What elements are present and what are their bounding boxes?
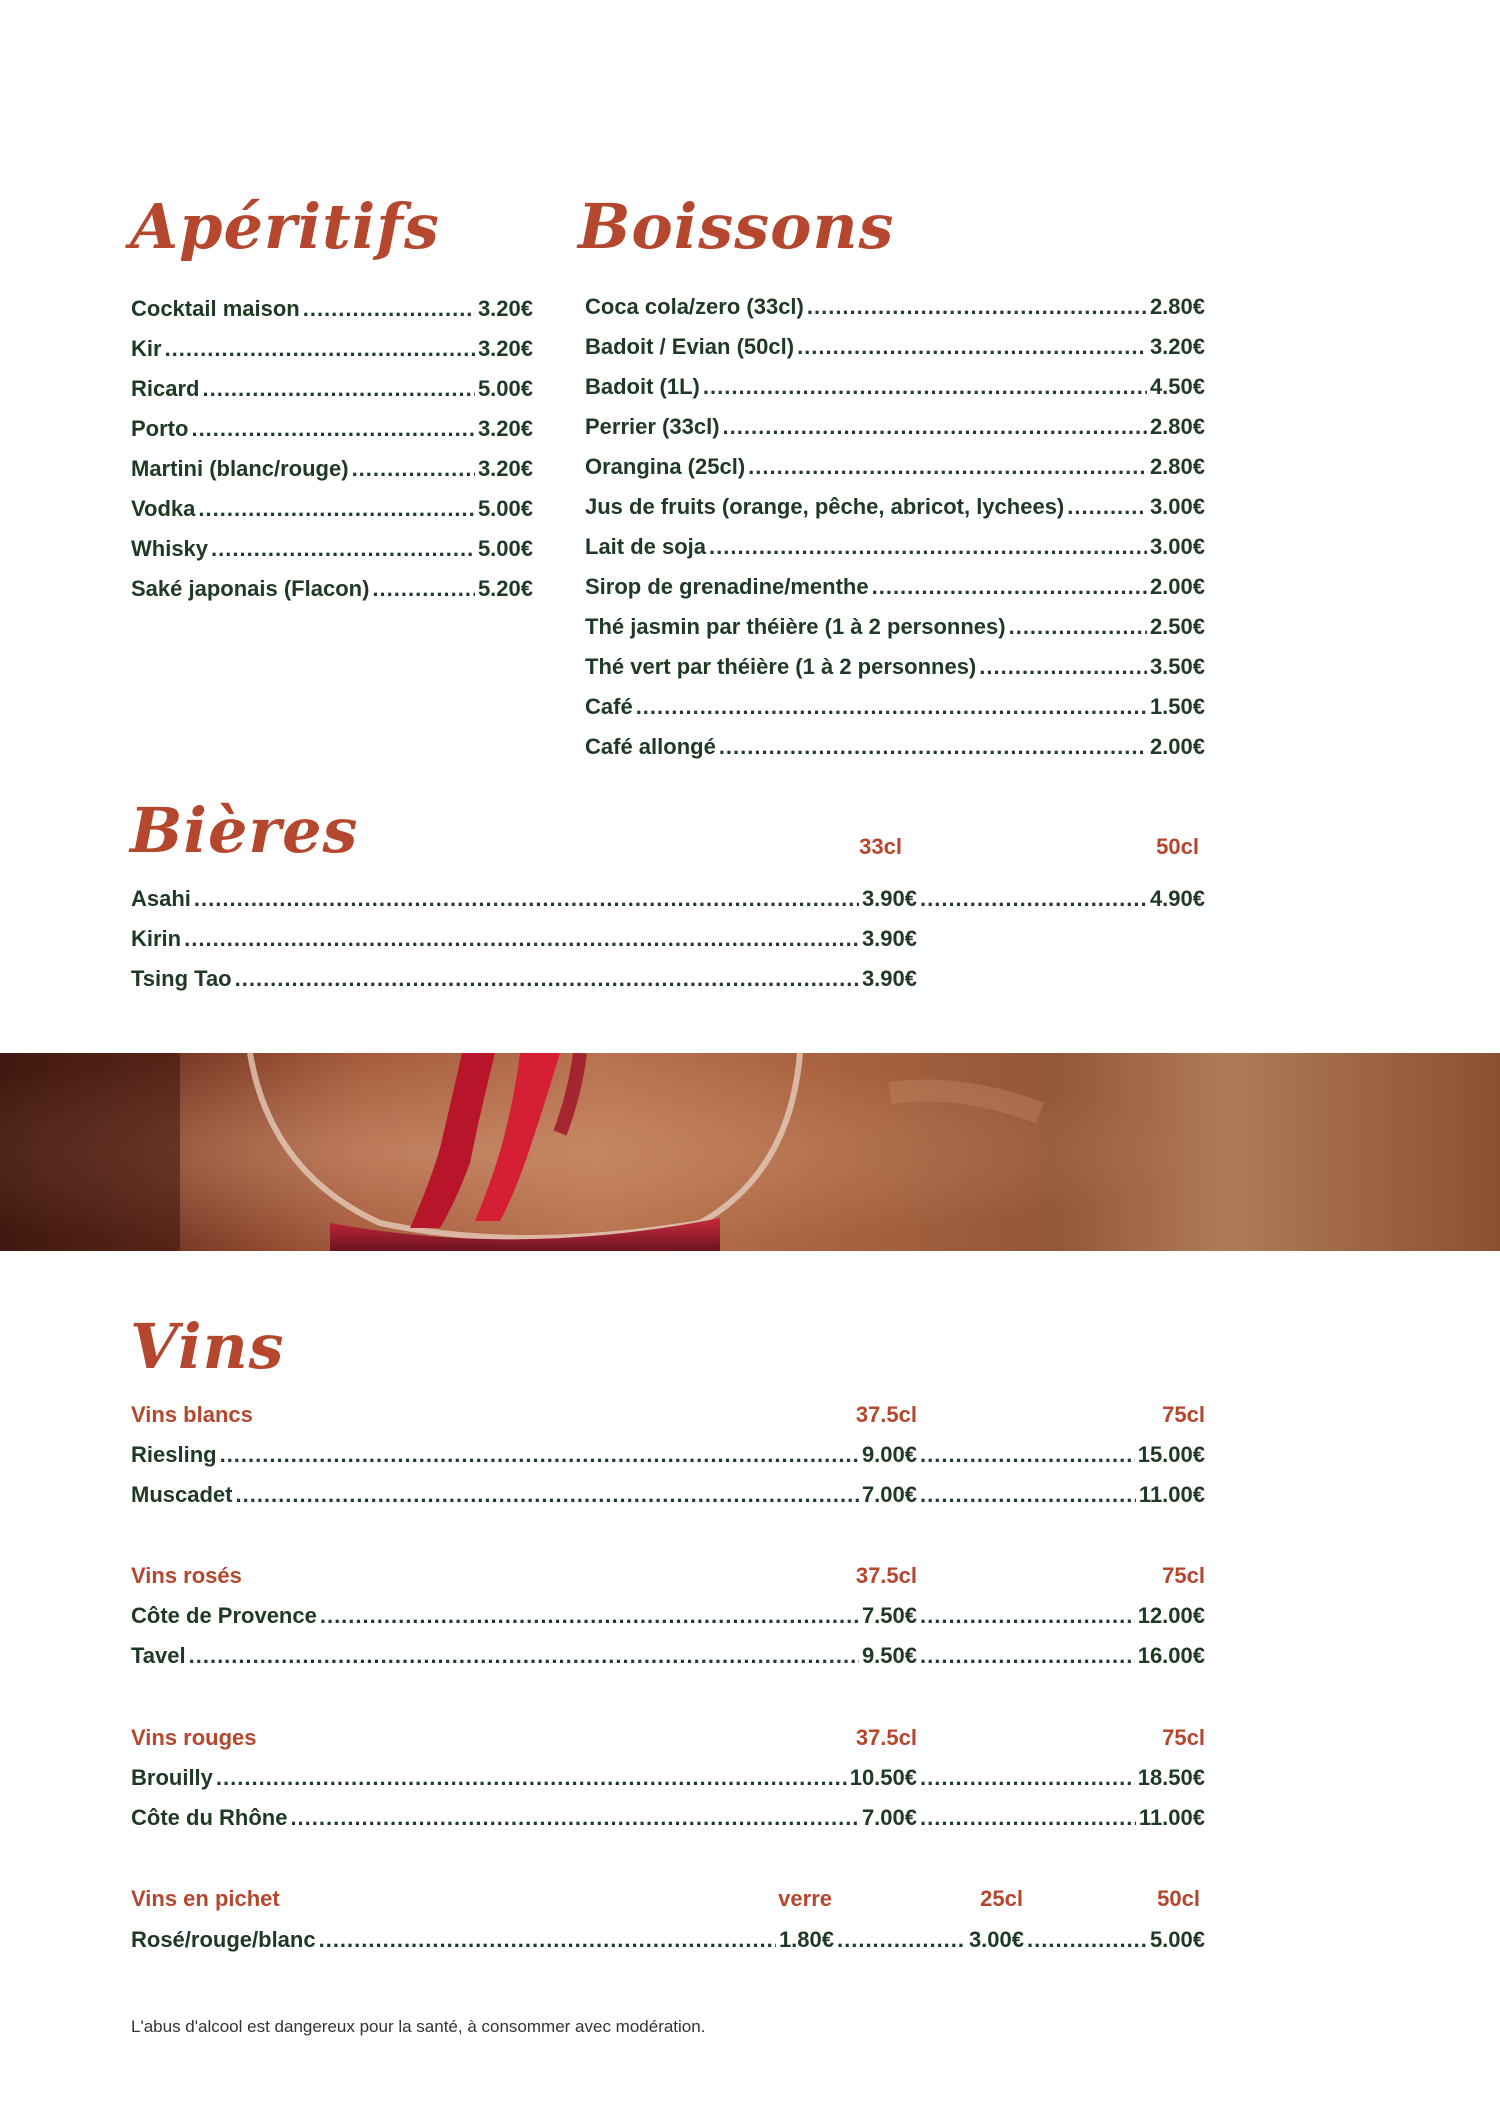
boisson-row bbox=[585, 373, 1205, 401]
boisson-row bbox=[585, 653, 1205, 681]
biere-row bbox=[131, 925, 917, 953]
item-name: Badoit / Evian (50cl) bbox=[585, 334, 795, 359]
item-name: Côte de Provence bbox=[131, 1603, 317, 1628]
item-name: Coca cola/zero (33cl) bbox=[585, 294, 804, 319]
item-price: 3.20€ bbox=[477, 296, 533, 321]
item-price: 4.50€ bbox=[1149, 374, 1205, 399]
boisson-row bbox=[585, 413, 1205, 441]
vin-row bbox=[131, 1764, 917, 1792]
item-name: Perrier (33cl) bbox=[585, 414, 720, 439]
item-price-37cl: 7.50€ bbox=[861, 1603, 917, 1628]
item-price: 3.00€ bbox=[1149, 494, 1205, 519]
vins-blancs-col2: 75cl bbox=[1162, 1402, 1205, 1427]
item-price-25cl: 3.00€ bbox=[968, 1927, 1024, 1952]
boisson-row bbox=[585, 573, 1205, 601]
boisson-row bbox=[585, 453, 1205, 481]
vins-rouges-col1: 37.5cl bbox=[855, 1725, 917, 1750]
bieres-title: Bières bbox=[130, 794, 359, 867]
item-price: 3.20€ bbox=[1149, 334, 1205, 359]
vin-row bbox=[131, 1602, 917, 1630]
item-price-50cl: 4.90€ bbox=[1149, 886, 1205, 911]
vins-rouges-header: Vins rouges bbox=[131, 1725, 257, 1750]
vins-pichet-col1: verre bbox=[778, 1886, 832, 1911]
item-price-37cl: 9.50€ bbox=[861, 1643, 917, 1668]
vin-row bbox=[131, 1441, 917, 1469]
alcohol-warning: L'abus d'alcool est dangereux pour la santé, à consommer avec modération. bbox=[131, 2017, 706, 2036]
aperitif-row bbox=[131, 535, 533, 563]
vin-row-75cl bbox=[917, 1602, 1205, 1630]
item-price: 3.00€ bbox=[1149, 534, 1205, 559]
item-price: 2.00€ bbox=[1149, 574, 1205, 599]
item-price: 2.80€ bbox=[1149, 294, 1205, 319]
boisson-row bbox=[585, 693, 1205, 721]
item-price: 5.00€ bbox=[477, 496, 533, 521]
biere-row-50cl bbox=[917, 885, 1205, 913]
aperitifs-title: Apéritifs bbox=[130, 190, 440, 263]
item-name: Ricard bbox=[131, 376, 200, 401]
item-name: Rosé/rouge/blanc bbox=[131, 1927, 316, 1952]
item-price-75cl: 15.00€ bbox=[1137, 1442, 1205, 1467]
boisson-row bbox=[585, 493, 1205, 521]
aperitif-row bbox=[131, 375, 533, 403]
item-name: Sirop de grenadine/menthe bbox=[585, 574, 869, 599]
boisson-row bbox=[585, 613, 1205, 641]
aperitif-row bbox=[131, 455, 533, 483]
wine-pour-photo bbox=[0, 1053, 1500, 1251]
item-price: 1.50€ bbox=[1149, 694, 1205, 719]
item-name: Tavel bbox=[131, 1643, 186, 1668]
vins-roses-col1: 37.5cl bbox=[855, 1563, 917, 1588]
item-price-75cl: 12.00€ bbox=[1137, 1603, 1205, 1628]
item-name: Cocktail maison bbox=[131, 296, 300, 321]
bieres-col1-header: 33cl bbox=[859, 834, 902, 859]
item-price-33cl: 3.90€ bbox=[861, 886, 917, 911]
item-name: Vodka bbox=[131, 496, 196, 521]
boisson-row bbox=[585, 733, 1205, 761]
biere-row bbox=[131, 965, 917, 993]
item-name: Badoit (1L) bbox=[585, 374, 700, 399]
vin-row-75cl bbox=[917, 1804, 1205, 1832]
vin-row bbox=[131, 1481, 917, 1509]
boisson-row bbox=[585, 333, 1205, 361]
vins-pichet-col2: 25cl bbox=[980, 1886, 1023, 1911]
wine-glass-illustration bbox=[0, 1053, 1500, 1251]
vins-blancs-header: Vins blancs bbox=[131, 1402, 253, 1427]
item-price: 2.80€ bbox=[1149, 414, 1205, 439]
item-price-37cl: 7.00€ bbox=[861, 1805, 917, 1830]
vin-row bbox=[131, 1642, 917, 1670]
item-name: Thé vert par théière (1 à 2 personnes) bbox=[585, 654, 977, 679]
item-price-33cl: 3.90€ bbox=[861, 926, 917, 951]
boisson-row bbox=[585, 533, 1205, 561]
item-price-33cl: 3.90€ bbox=[861, 966, 917, 991]
vin-row bbox=[131, 1804, 917, 1832]
item-name: Kir bbox=[131, 336, 162, 361]
item-name: Jus de fruits (orange, pêche, abricot, lychees) bbox=[585, 494, 1065, 519]
item-price: 5.20€ bbox=[477, 576, 533, 601]
aperitif-row bbox=[131, 415, 533, 443]
item-name: Café bbox=[585, 694, 633, 719]
vins-roses-header: Vins rosés bbox=[131, 1563, 242, 1588]
item-price: 3.20€ bbox=[477, 456, 533, 481]
vins-pichet-header: Vins en pichet bbox=[131, 1886, 280, 1911]
vins-pichet-col3: 50cl bbox=[1157, 1886, 1200, 1911]
item-name: Lait de soja bbox=[585, 534, 707, 559]
vin-row bbox=[131, 1926, 834, 1954]
item-price-verre: 1.80€ bbox=[778, 1927, 834, 1952]
vin-row-75cl bbox=[917, 1764, 1205, 1792]
item-price-37cl: 9.00€ bbox=[861, 1442, 917, 1467]
item-price: 2.00€ bbox=[1149, 734, 1205, 759]
item-price-37cl: 10.50€ bbox=[849, 1765, 917, 1790]
aperitif-row bbox=[131, 575, 533, 603]
item-price: 3.20€ bbox=[477, 336, 533, 361]
item-price-50cl: 5.00€ bbox=[1149, 1927, 1205, 1952]
vin-row-75cl bbox=[917, 1642, 1205, 1670]
vins-rouges-col2: 75cl bbox=[1162, 1725, 1205, 1750]
item-name: Café allongé bbox=[585, 734, 716, 759]
item-name: Saké japonais (Flacon) bbox=[131, 576, 370, 601]
aperitif-row bbox=[131, 335, 533, 363]
vin-row-75cl bbox=[917, 1481, 1205, 1509]
boissons-title: Boissons bbox=[578, 190, 895, 263]
item-name: Orangina (25cl) bbox=[585, 454, 746, 479]
item-name: Kirin bbox=[131, 926, 182, 951]
vin-row-50cl bbox=[1024, 1926, 1205, 1954]
vins-roses-col2: 75cl bbox=[1162, 1563, 1205, 1588]
item-name: Whisky bbox=[131, 536, 209, 561]
aperitif-row bbox=[131, 495, 533, 523]
item-price-75cl: 18.50€ bbox=[1137, 1765, 1205, 1790]
item-name: Thé jasmin par théière (1 à 2 personnes) bbox=[585, 614, 1006, 639]
item-name: Riesling bbox=[131, 1442, 217, 1467]
item-price: 3.50€ bbox=[1149, 654, 1205, 679]
item-name: Côte du Rhône bbox=[131, 1805, 288, 1830]
vin-row-75cl bbox=[917, 1441, 1205, 1469]
vin-row-25cl bbox=[834, 1926, 1024, 1954]
item-name: Martini (blanc/rouge) bbox=[131, 456, 349, 481]
item-price: 5.00€ bbox=[477, 536, 533, 561]
item-name: Porto bbox=[131, 416, 189, 441]
boisson-row bbox=[585, 293, 1205, 321]
item-name: Brouilly bbox=[131, 1765, 213, 1790]
item-price-75cl: 11.00€ bbox=[1138, 1482, 1205, 1507]
vins-title: Vins bbox=[130, 1310, 285, 1383]
item-price-37cl: 7.00€ bbox=[861, 1482, 917, 1507]
item-price-75cl: 11.00€ bbox=[1138, 1805, 1205, 1830]
aperitif-row bbox=[131, 295, 533, 323]
item-name: Asahi bbox=[131, 886, 191, 911]
item-price: 3.20€ bbox=[477, 416, 533, 441]
item-price: 2.50€ bbox=[1149, 614, 1205, 639]
item-price: 2.80€ bbox=[1149, 454, 1205, 479]
biere-row bbox=[131, 885, 917, 913]
item-name: Tsing Tao bbox=[131, 966, 232, 991]
vins-blancs-col1: 37.5cl bbox=[855, 1402, 917, 1427]
item-price: 5.00€ bbox=[477, 376, 533, 401]
bieres-col2-header: 50cl bbox=[1156, 834, 1199, 859]
item-price-75cl: 16.00€ bbox=[1137, 1643, 1205, 1668]
item-name: Muscadet bbox=[131, 1482, 233, 1507]
